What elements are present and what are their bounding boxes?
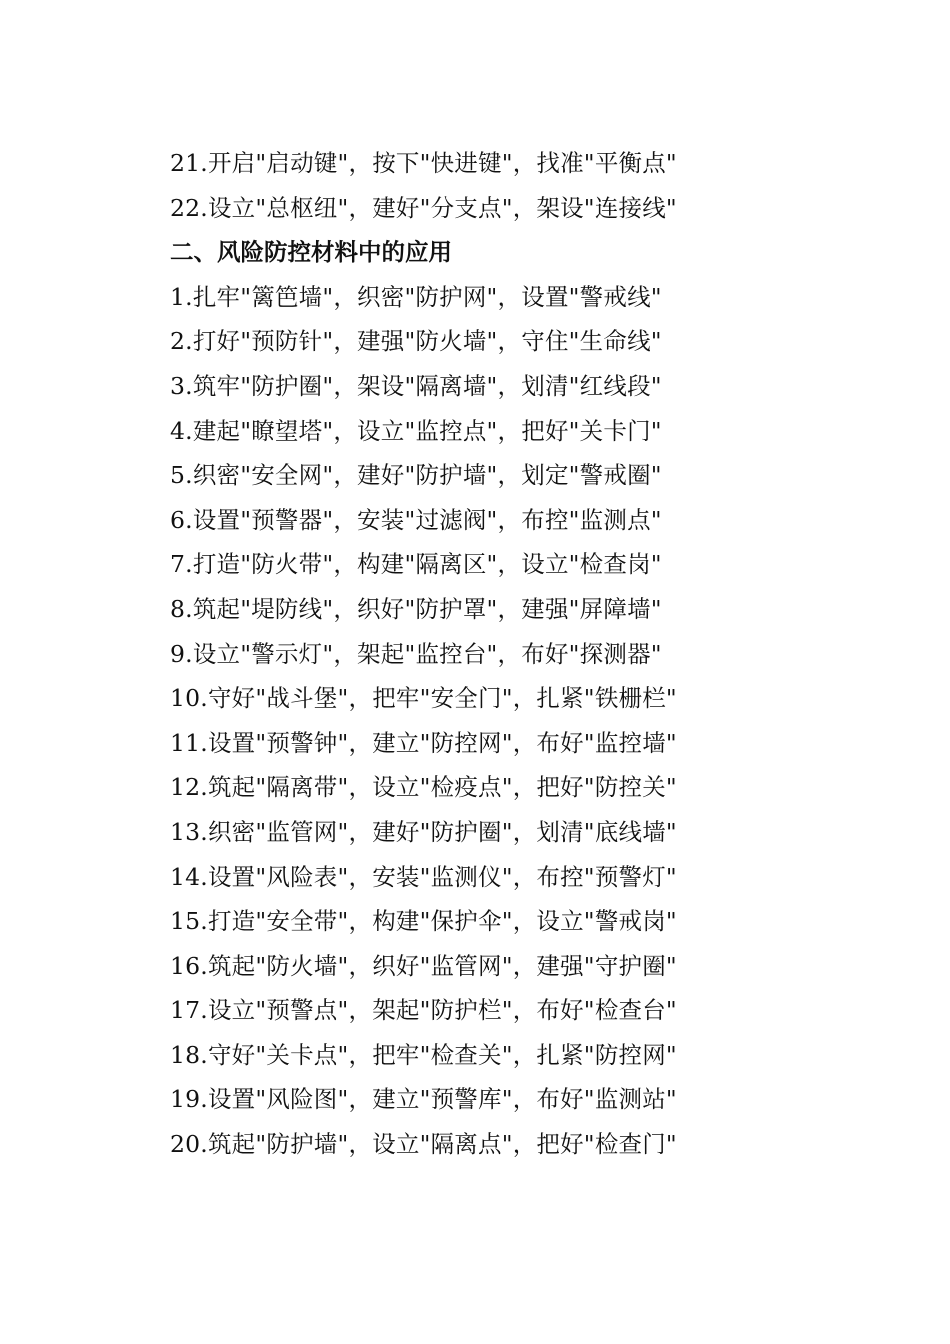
list-item-22: 22.设立"总枢纽"，建好"分支点"，架设"连接线" [170,193,677,222]
document-body [170,141,870,1167]
list-item: 19.设置"风险图"，建立"预警库"，布好"监测站" [170,1085,677,1114]
section-heading: 二、风险防控材料中的应用 [170,238,452,267]
list-item: 13.织密"监管网"，建好"防护圈"，划清"底线墙" [170,817,677,846]
list-item: 10.守好"战斗堡"，把牢"安全门"，扎紧"铁栅栏" [170,684,677,713]
list-item: 15.打造"安全带"，构建"保护伞"，设立"警戒岗" [170,907,677,936]
list-item: 11.设置"预警钟"，建立"防控网"，布好"监控墙" [170,728,677,757]
list-item: 5.织密"安全网"，建好"防护墙"，划定"警戒圈" [170,461,662,490]
list-item: 20.筑起"防护墙"，设立"隔离点"，把好"检查门" [170,1130,677,1159]
list-item: 3.筑牢"防护圈"，架设"隔离墙"，划清"红线段" [170,371,662,400]
list-item: 2.打好"预防针"，建强"防火墙"，守住"生命线" [170,327,662,356]
list-item: 4.建起"瞭望塔"，设立"监控点"，把好"关卡门" [170,416,662,445]
list-item: 7.打造"防火带"，构建"隔离区"，设立"检查岗" [170,550,662,579]
list-item-21: 21.开启"启动键"，按下"快进键"，找准"平衡点" [170,149,677,177]
list-item: 12.筑起"隔离带"，设立"检疫点"，把好"防控关" [170,773,677,802]
list-item: 14.设置"风险表"，安装"监测仪"，布控"预警灯" [170,862,677,891]
list-item: 16.筑起"防火墙"，织好"监管网"，建强"守护圈" [170,951,677,980]
list-item: 18.守好"关卡点"，把牢"检查关"，扎紧"防控网" [170,1040,677,1069]
list-item: 9.设立"警示灯"，架起"监控台"，布好"探测器" [170,639,662,668]
list-item: 1.扎牢"篱笆墙"，织密"防护网"，设置"警戒线" [170,282,662,311]
list-item: 6.设置"预警器"，安装"过滤阀"，布控"监测点" [170,505,662,534]
list-item: 8.筑起"堤防线"，织好"防护罩"，建强"屏障墙" [170,594,662,623]
list-item: 17.设立"预警点"，架起"防护栏"，布好"检查台" [170,996,677,1025]
